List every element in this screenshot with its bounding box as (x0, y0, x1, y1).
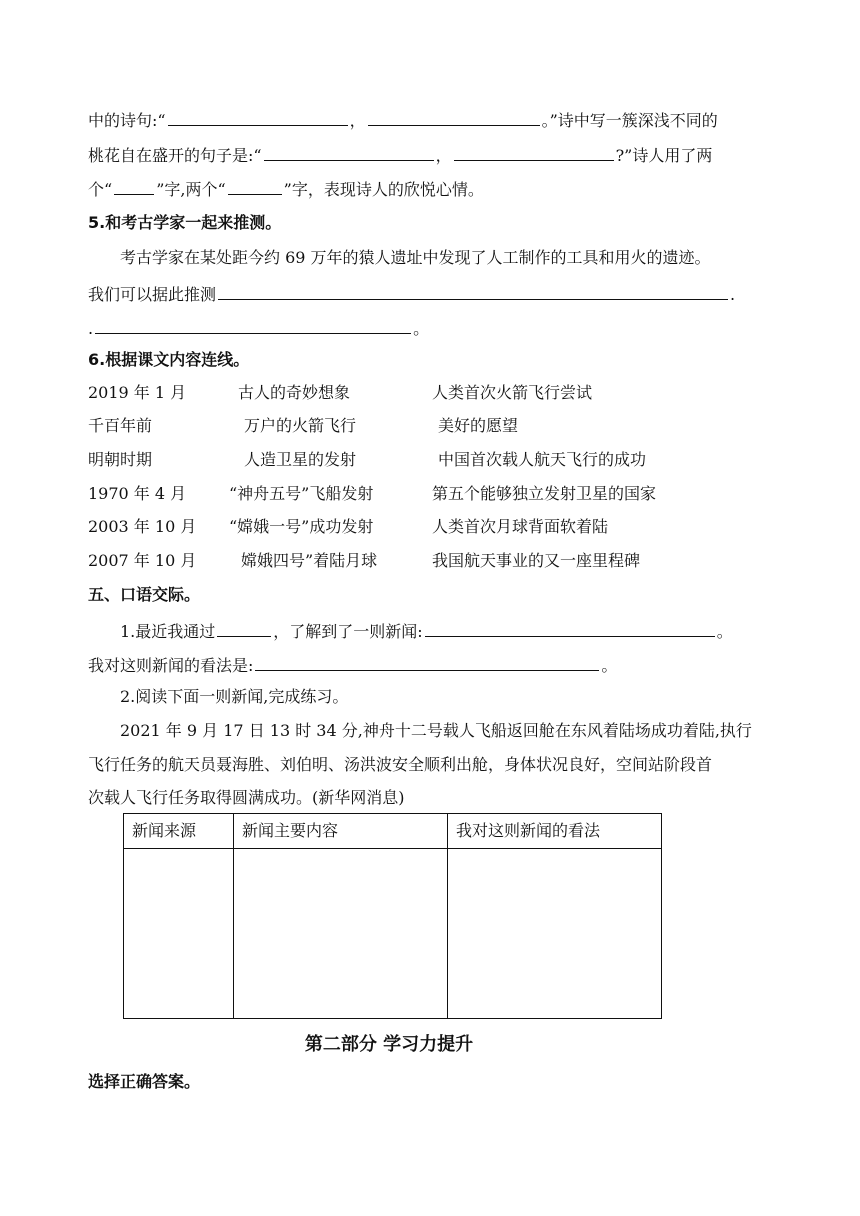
match-event[interactable]: 万户的火箭飞行 (244, 416, 357, 435)
news-table (123, 813, 662, 1019)
table-cell-content[interactable] (234, 849, 448, 1019)
oral-item-1: 1.最近我通过 ，了解到了一则新闻: 。 (120, 619, 733, 643)
answer-blank[interactable] (95, 316, 411, 334)
poem-line-1: 中的诗句:“ ， 。”诗中写一簇深浅不同的 (88, 108, 718, 132)
answer-blank[interactable] (425, 619, 715, 637)
match-row (88, 516, 788, 538)
q5-line-3: . 。 (88, 316, 429, 340)
match-meaning[interactable]: 人类首次月球背面软着陆 (432, 517, 609, 536)
news-text-line-3: 次载人飞行任务取得圆满成功。(新华网消息) (88, 788, 405, 807)
match-time[interactable]: 1970 年 4 月 (88, 484, 187, 503)
table-header-opinion: 我对这则新闻的看法 (448, 814, 662, 849)
match-meaning[interactable]: 中国首次载人航天飞行的成功 (438, 450, 647, 469)
part2-title: 第二部分 学习力提升 (304, 1034, 474, 1055)
poem-line-3: 个“ ”字,两个“ ”字，表现诗人的欣悦心情。 (88, 177, 484, 201)
match-event[interactable]: 人造卫星的发射 (244, 450, 357, 469)
answer-blank[interactable] (264, 143, 434, 161)
match-meaning[interactable]: 我国航天事业的又一座里程碑 (432, 551, 641, 570)
oral-item-1-line-2: 我对这则新闻的看法是: 。 (88, 653, 617, 677)
match-meaning[interactable]: 第五个能够独立发射卫星的国家 (432, 484, 657, 503)
match-time[interactable]: 2003 年 10 月 (88, 517, 197, 536)
table-cell-source[interactable] (124, 849, 234, 1019)
news-text-line-1: 2021 年 9 月 17 日 13 时 34 分,神舟十二号载人飞船返回舱在东风着陆场成功着陆,执行 (120, 721, 752, 740)
match-row (88, 415, 788, 437)
table-header-source: 新闻来源 (124, 814, 234, 849)
match-time[interactable]: 明朝时期 (88, 450, 153, 469)
table-cell-opinion[interactable] (448, 849, 662, 1019)
answer-blank[interactable] (217, 619, 271, 637)
match-row (88, 483, 788, 505)
match-event[interactable]: 古人的奇妙想象 (238, 383, 351, 402)
answer-blank[interactable] (114, 177, 154, 195)
answer-blank[interactable] (168, 108, 348, 126)
match-event[interactable]: 嫦娥四号”着陆月球 (241, 551, 378, 570)
match-row (88, 550, 788, 572)
poem-line-2: 桃花自在盛开的句子是:“ ， ?”诗人用了两 (88, 143, 712, 167)
answer-blank[interactable] (218, 282, 728, 300)
match-time[interactable]: 2019 年 1 月 (88, 383, 187, 402)
match-row (88, 449, 788, 471)
match-time[interactable]: 2007 年 10 月 (88, 551, 197, 570)
q6-heading: 6.根据课文内容连线。 (88, 350, 250, 369)
section5-heading: 五、口语交际。 (88, 585, 201, 604)
answer-blank[interactable] (368, 108, 540, 126)
match-row (88, 382, 788, 404)
match-event[interactable]: “嫦娥一号”成功发射 (229, 517, 374, 536)
answer-blank[interactable] (228, 177, 282, 195)
q5-text: 考古学家在某处距今约 69 万年的猿人遗址中发现了人工制作的工具和用火的遗迹。 (120, 248, 711, 267)
match-meaning[interactable]: 人类首次火箭飞行尝试 (432, 383, 593, 402)
match-time[interactable]: 千百年前 (88, 416, 153, 435)
match-event[interactable]: “神舟五号”飞船发射 (229, 484, 374, 503)
q5-line-2: 我们可以据此推测 . (88, 282, 735, 306)
match-meaning[interactable]: 美好的愿望 (438, 416, 519, 435)
news-text-line-2: 飞行任务的航天员聂海胜、刘伯明、汤洪波安全顺利出舱，身体状况良好，空间站阶段首 (88, 755, 713, 774)
answer-blank[interactable] (454, 143, 614, 161)
q5-heading: 5.和考古学家一起来推测。 (88, 213, 282, 232)
table-header-content: 新闻主要内容 (234, 814, 448, 849)
answer-blank[interactable] (255, 653, 599, 671)
part2-instruction: 选择正确答案。 (88, 1072, 201, 1091)
oral-item-2: 2.阅读下面一则新闻,完成练习。 (120, 687, 349, 706)
